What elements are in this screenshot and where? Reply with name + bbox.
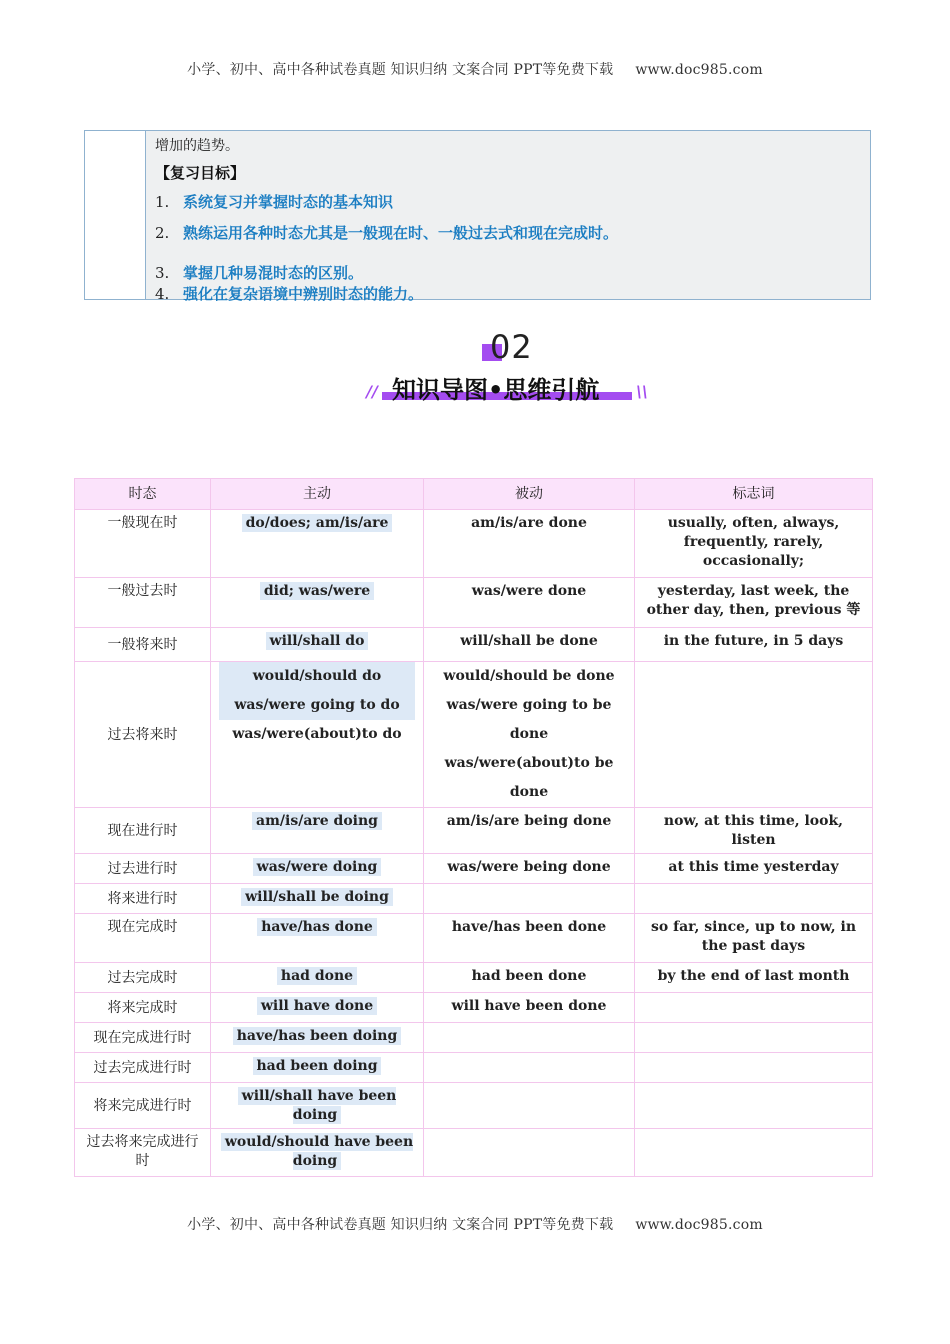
passive-form: was/were going to be done (446, 697, 612, 742)
table-row (75, 510, 873, 578)
table-row (75, 1083, 873, 1129)
tense-cell: 一般现在时 (75, 510, 211, 578)
passive-cell (424, 1083, 635, 1129)
passive-cell: have/has been done (424, 914, 635, 963)
goal-text: 系统复习并掌握时态的基本知识 (183, 193, 394, 211)
table-row (75, 854, 873, 884)
section-number: 02 (490, 328, 533, 366)
goal-number: 1. (155, 193, 170, 211)
active-cell (211, 628, 424, 662)
table-row (75, 662, 873, 808)
tense-cell: 过去将来时 (75, 662, 211, 808)
tense-cell: 将来完成时 (75, 993, 211, 1023)
active-form: have/has done (257, 918, 377, 936)
passive-cell: was/were being done (424, 854, 635, 884)
active-cell (211, 963, 424, 993)
tense-cell: 一般将来时 (75, 628, 211, 662)
active-form: did; was/were (260, 582, 374, 600)
signal-cell (635, 993, 873, 1023)
left-slash-decoration: // (366, 382, 378, 401)
active-form: will/shall have been doing (238, 1087, 397, 1124)
active-form: will/shall do (266, 632, 369, 650)
signal-cell (635, 1083, 873, 1129)
page-header (0, 59, 950, 79)
header-active: 主动 (211, 479, 424, 510)
header-passive: 被动 (424, 479, 635, 510)
table-row (75, 1053, 873, 1083)
tense-cell: 现在完成进行时 (75, 1023, 211, 1053)
tense-cell: 过去完成时 (75, 963, 211, 993)
tense-cell: 过去将来完成进行时 (75, 1129, 211, 1177)
signal-cell: now, at this time, look, listen (635, 808, 873, 854)
table-row (75, 914, 873, 963)
signal-cell: usually, often, always, frequently, rarely, occasionally; (635, 510, 873, 578)
active-cell (211, 993, 424, 1023)
signal-cell (635, 1023, 873, 1053)
tense-table (74, 478, 873, 1177)
active-form: am/is/are doing (252, 812, 382, 830)
goal-item (155, 262, 363, 283)
active-form: would/should do (219, 662, 415, 691)
header-tense: 时态 (75, 479, 211, 510)
tense-cell: 过去进行时 (75, 854, 211, 884)
table-row (75, 628, 873, 662)
table-row (75, 1023, 873, 1053)
active-form: do/does; am/is/are (242, 514, 393, 532)
passive-cell (424, 1129, 635, 1177)
goals-title: 【复习目标】 (155, 164, 246, 182)
passive-cell (424, 884, 635, 914)
table-row (75, 963, 873, 993)
tense-cell: 将来完成进行时 (75, 1083, 211, 1129)
active-form: have/has been doing (233, 1027, 401, 1045)
passive-cell (424, 1023, 635, 1053)
goal-text: 强化在复杂语境中辨别时态的能力。 (183, 285, 424, 303)
right-slash-decoration: \\ (636, 382, 648, 401)
table-row (75, 1129, 873, 1177)
table-row (75, 884, 873, 914)
passive-cell (424, 662, 635, 808)
goal-number: 3. (155, 264, 170, 282)
passive-cell: will/shall be done (424, 628, 635, 662)
tense-cell: 将来进行时 (75, 884, 211, 914)
active-form: was/were doing (253, 858, 382, 876)
active-cell (211, 1053, 424, 1083)
active-cell (211, 662, 424, 808)
section-title: 知识导图•思维引航 (392, 376, 600, 404)
signal-cell: by the end of last month (635, 963, 873, 993)
signal-cell (635, 1053, 873, 1083)
active-form: had done (277, 967, 357, 985)
active-form: will/shall be doing (241, 888, 393, 906)
goals-left-column (85, 131, 146, 299)
goal-text: 掌握几种易混时态的区别。 (183, 264, 364, 282)
active-cell (211, 808, 424, 854)
review-goals-box (84, 130, 871, 303)
passive-form: was/were(about)to be done (444, 755, 614, 800)
active-form: will have done (257, 997, 377, 1015)
goal-number: 4. (155, 285, 170, 303)
header-signal: 标志词 (635, 479, 873, 510)
table-row (75, 808, 873, 854)
active-cell (211, 1023, 424, 1053)
header-url[interactable]: www.doc985.com (635, 62, 763, 78)
active-form: had been doing (253, 1057, 382, 1075)
signal-cell: yesterday, last week, the other day, then, previous 等 (635, 578, 873, 628)
active-cell (211, 884, 424, 914)
table-row (75, 578, 873, 628)
passive-form: would/should be done (443, 668, 615, 684)
passive-cell: will have been done (424, 993, 635, 1023)
trend-text: 增加的趋势。 (155, 138, 239, 154)
header-text: 小学、初中、高中各种试卷真题 知识归纳 文案合同 PPT等免费下载 (187, 62, 614, 78)
signal-cell (635, 662, 873, 808)
goal-item (155, 283, 423, 304)
tense-cell: 现在完成时 (75, 914, 211, 963)
active-form: was/were(about)to do (232, 726, 402, 742)
goal-number: 2. (155, 224, 170, 242)
signal-cell: at this time yesterday (635, 854, 873, 884)
footer-text: 小学、初中、高中各种试卷真题 知识归纳 文案合同 PPT等免费下载 (187, 1217, 614, 1233)
signal-cell: so far, since, up to now, in the past days (635, 914, 873, 963)
passive-cell (424, 1053, 635, 1083)
goal-item (155, 191, 393, 212)
active-cell (211, 914, 424, 963)
active-cell (211, 578, 424, 628)
signal-cell (635, 884, 873, 914)
active-cell (211, 1083, 424, 1129)
goal-item (155, 222, 618, 243)
passive-cell: am/is/are being done (424, 808, 635, 854)
goal-text: 熟练运用各种时态尤其是一般现在时、一般过去式和现在完成时。 (183, 224, 619, 242)
active-cell (211, 854, 424, 884)
tense-cell: 一般过去时 (75, 578, 211, 628)
tense-cell: 现在进行时 (75, 808, 211, 854)
passive-cell: had been done (424, 963, 635, 993)
table-row (75, 993, 873, 1023)
active-form: was/were going to do (219, 691, 415, 720)
active-cell (211, 510, 424, 578)
table-header-row (75, 479, 873, 510)
page-footer (0, 1214, 950, 1234)
footer-url[interactable]: www.doc985.com (635, 1217, 763, 1233)
signal-cell (635, 1129, 873, 1177)
active-cell (211, 1129, 424, 1177)
active-form: would/should have been doing (221, 1133, 413, 1170)
passive-cell: am/is/are done (424, 510, 635, 578)
signal-cell: in the future, in 5 days (635, 628, 873, 662)
tense-cell: 过去完成进行时 (75, 1053, 211, 1083)
passive-cell: was/were done (424, 578, 635, 628)
